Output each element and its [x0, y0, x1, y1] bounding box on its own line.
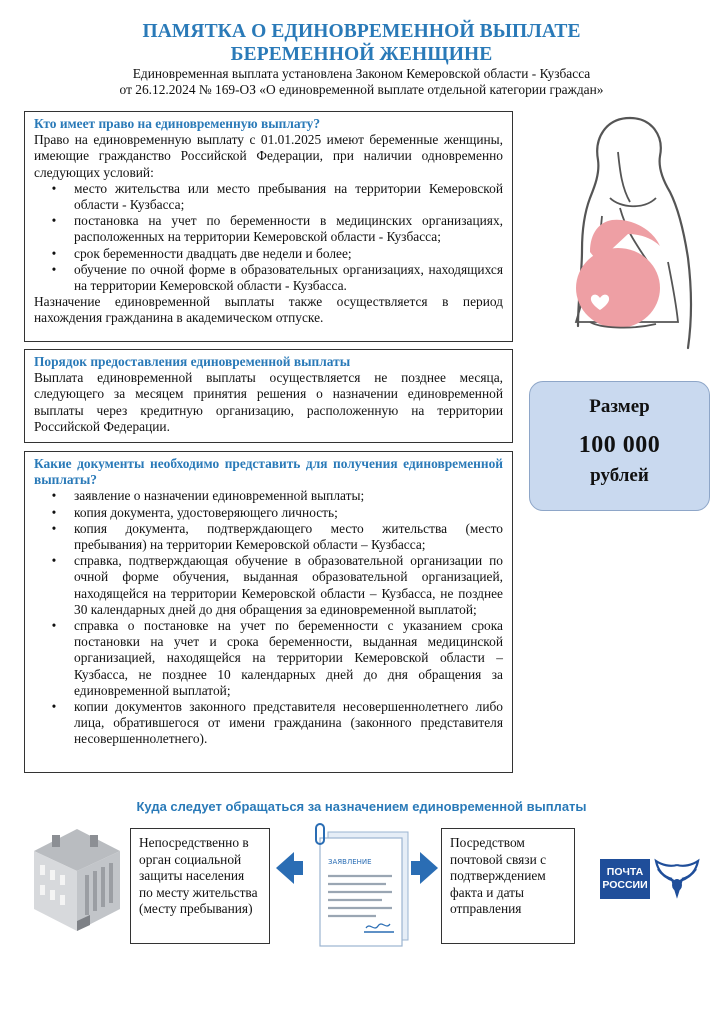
building-icon	[30, 825, 125, 935]
subtitle-line-2: от 26.12.2024 № 169-ОЗ «О единовременной выплате отдельной категории граждан»	[119, 82, 604, 97]
page-subtitle	[0, 66, 723, 98]
bullet-icon: •	[51, 618, 57, 634]
list-item	[34, 246, 503, 262]
option-social-protection	[130, 828, 270, 944]
documents-box	[24, 451, 513, 773]
pregnant-woman-icon	[560, 112, 700, 352]
size-unit: рублей	[590, 465, 649, 486]
who-bullet-text: обучение по очной форме в образовательных организациях, находящихся на территории Кемеровской области - Кузбасса.	[74, 261, 503, 294]
arrow-left-icon	[276, 850, 304, 886]
who-heading: Кто имеет право на единовременную выплату?	[34, 116, 321, 131]
bullet-icon: •	[51, 504, 57, 520]
doc-bullet-text: копия документа, подтверждающего место жительства (место пребывания) на территории Кемеровской области – Кузбасса;	[74, 520, 503, 553]
bullet-icon: •	[51, 213, 57, 229]
post-logo-line1: ПОЧТА	[606, 866, 644, 878]
page-title	[0, 20, 723, 66]
list-item	[34, 488, 503, 504]
title-line-1: ПАМЯТКА О ЕДИНОВРЕМЕННОЙ ВЫПЛАТЕ	[142, 21, 581, 42]
option-post	[441, 828, 575, 944]
list-item	[34, 618, 503, 699]
list-item	[34, 213, 503, 245]
payment-size-box	[529, 381, 710, 511]
who-bullet-text: место жительства или место пребывания на территории Кемеровской области - Кузбасса;	[74, 180, 503, 213]
bullet-icon: •	[51, 488, 57, 504]
list-item	[34, 181, 503, 213]
belly-shape	[576, 248, 660, 328]
option-right-text: Посредством почтовой связи с подтверждением факта и даты отправления	[450, 835, 547, 916]
where-heading: Куда следует обращаться за назначением единовременной выплаты	[136, 799, 587, 814]
application-document-icon	[306, 820, 426, 955]
order-heading: Порядок предоставления единовременной выплаты	[34, 354, 351, 369]
doc-bullet-text: справка о постановке на учет по беременности с указанием срока постановки на учет и срока беременности, выданная медицинской организацией, находящейся на территории Кемеровской области – Кузбасса, не позднее 10 календарных дней до дня обращения за единовременной выплатой;	[74, 618, 503, 698]
bullet-icon: •	[51, 520, 57, 536]
list-item	[34, 699, 503, 748]
post-eagle-icon	[650, 857, 704, 901]
subtitle-line-1: Единовременная выплата установлена Законом Кемеровской области - Кузбасса	[132, 66, 591, 81]
doc-label: ЗАЯВЛЕНИЕ	[328, 858, 372, 866]
list-item	[34, 505, 503, 521]
bullet-icon: •	[51, 699, 57, 715]
russian-post-logo	[600, 857, 707, 901]
arrow-right-icon	[410, 850, 438, 886]
documents-heading: Какие документы необходимо представить для получения единовременной выплаты?	[34, 456, 503, 488]
doc-bullet-text: копия документа, удостоверяющего личность;	[74, 504, 338, 520]
bullet-icon: •	[51, 553, 57, 569]
who-eligible-box	[24, 111, 513, 342]
doc-bullet-text: копии документов законного представителя несовершеннолетнего либо лица, обратившегося от имени гражданина (законного представителя несовершеннолетнего).	[74, 699, 503, 747]
order-box	[24, 349, 513, 443]
who-bullet-text: постановка на учет по беременности в медицинских организациях, расположенных на территории Кемеровской области - Кузбасса;	[74, 213, 503, 245]
order-text: Выплата единовременной выплаты осуществляется не позднее месяца, следующего за месяцем принятия решения о назначении единовременной выплаты через кредитную организацию, расположенную на территории Российской Федерации.	[34, 370, 503, 434]
doc-bullet-text: заявление о назначении единовременной выплаты;	[74, 488, 365, 504]
bullet-icon: •	[51, 261, 57, 277]
who-intro: Право на единовременную выплату с 01.01.2025 имеют беременные женщины, имеющие гражданство Российской Федерации, при наличии одновременно следующих условий:	[34, 132, 503, 180]
list-item	[34, 262, 503, 294]
post-logo-line2: РОССИИ	[602, 879, 648, 891]
post-logo-text	[600, 859, 650, 899]
who-outro: Назначение единовременной выплаты также осуществляется в период нахождения гражданина в академическом отпуске.	[34, 294, 503, 326]
option-left-text: Непосредственно в орган социальной защиты населения по месту жительства (месту пребывания)	[139, 835, 258, 916]
doc-bullet-text: справка, подтверждающая обучение в образовательной организации по очной форме обучения, выданная образовательной организацией, находящейся на территории Кемеровской области – Кузбасса, не позднее 30 календарных дней до дня обращения за единовременной выплатой;	[74, 553, 503, 617]
bullet-icon: •	[51, 180, 57, 196]
title-line-2: БЕРЕМЕННОЙ ЖЕНЩИНЕ	[230, 44, 493, 65]
size-label: Размер	[589, 396, 650, 417]
who-bullet-text: срок беременности двадцать две недели и более;	[74, 245, 352, 261]
bullet-icon: •	[51, 245, 57, 261]
list-item	[34, 553, 503, 618]
size-amount: 100 000	[578, 432, 661, 458]
list-item	[34, 521, 503, 553]
